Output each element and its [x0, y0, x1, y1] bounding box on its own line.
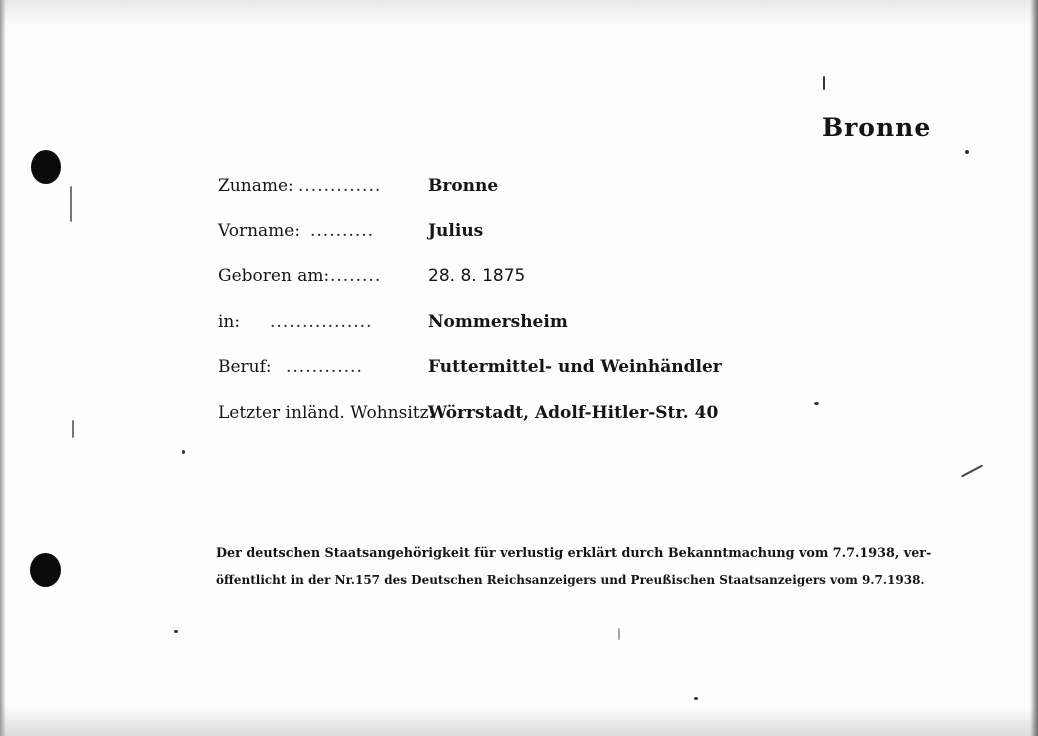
scratch	[961, 464, 983, 477]
header-surname: Bronne	[822, 113, 932, 142]
field-value: Bronne	[428, 176, 499, 196]
field-label: Letzter inländ. Wohnsitz:	[218, 403, 435, 423]
field-value: Julius	[428, 221, 484, 241]
speck	[174, 630, 178, 633]
field-label: in:	[218, 312, 241, 332]
field-value: Wörrstadt, Adolf-Hitler-Str. 40	[428, 403, 719, 423]
speck	[182, 450, 185, 454]
notice-line-1: Der deutschen Staatsangehörigkeit für verlustig erklärt durch Bekanntmachung vom 7.7.1938, ver-	[216, 546, 932, 561]
scratch	[618, 628, 620, 640]
speck	[694, 697, 698, 700]
scan-edge-top	[0, 0, 1038, 26]
field-dots: ............	[286, 357, 363, 377]
field-row-birth-place	[218, 312, 718, 338]
scan-edge-right	[1030, 0, 1038, 736]
speck	[823, 76, 825, 90]
field-row-last-residence	[218, 403, 778, 429]
field-dots: ........	[330, 266, 382, 286]
field-dots: ..........	[310, 221, 375, 241]
field-label: Zuname:	[218, 176, 294, 196]
field-row-occupation	[218, 357, 778, 383]
field-label: Vorname:	[218, 221, 301, 241]
speck	[814, 402, 819, 405]
field-label: Geboren am:	[218, 266, 330, 286]
citizenship-revocation-notice	[216, 540, 936, 594]
scan-edge-bottom	[0, 706, 1038, 736]
field-row-birth-date	[218, 266, 718, 292]
field-row-first-name	[218, 221, 718, 247]
scan-edge-left	[0, 0, 6, 736]
scratch	[72, 420, 74, 438]
field-value: Futtermittel- und Weinhändler	[428, 357, 722, 377]
notice-line-2: öffentlicht in der Nr.157 des Deutschen Reichsanzeigers und Preußischen Staatsanzeigers vom 9.7.1938.	[216, 573, 925, 587]
field-dots: ................	[270, 312, 373, 332]
field-value: 28. 8. 1875	[428, 266, 526, 286]
punch-hole-bottom	[30, 553, 61, 587]
field-label: Beruf:	[218, 357, 272, 377]
speck	[965, 150, 969, 154]
field-value: Nommersheim	[428, 312, 568, 332]
scratch	[70, 186, 72, 222]
field-row-surname	[218, 176, 718, 202]
punch-hole-top	[31, 150, 61, 184]
field-dots: .............	[298, 176, 382, 196]
